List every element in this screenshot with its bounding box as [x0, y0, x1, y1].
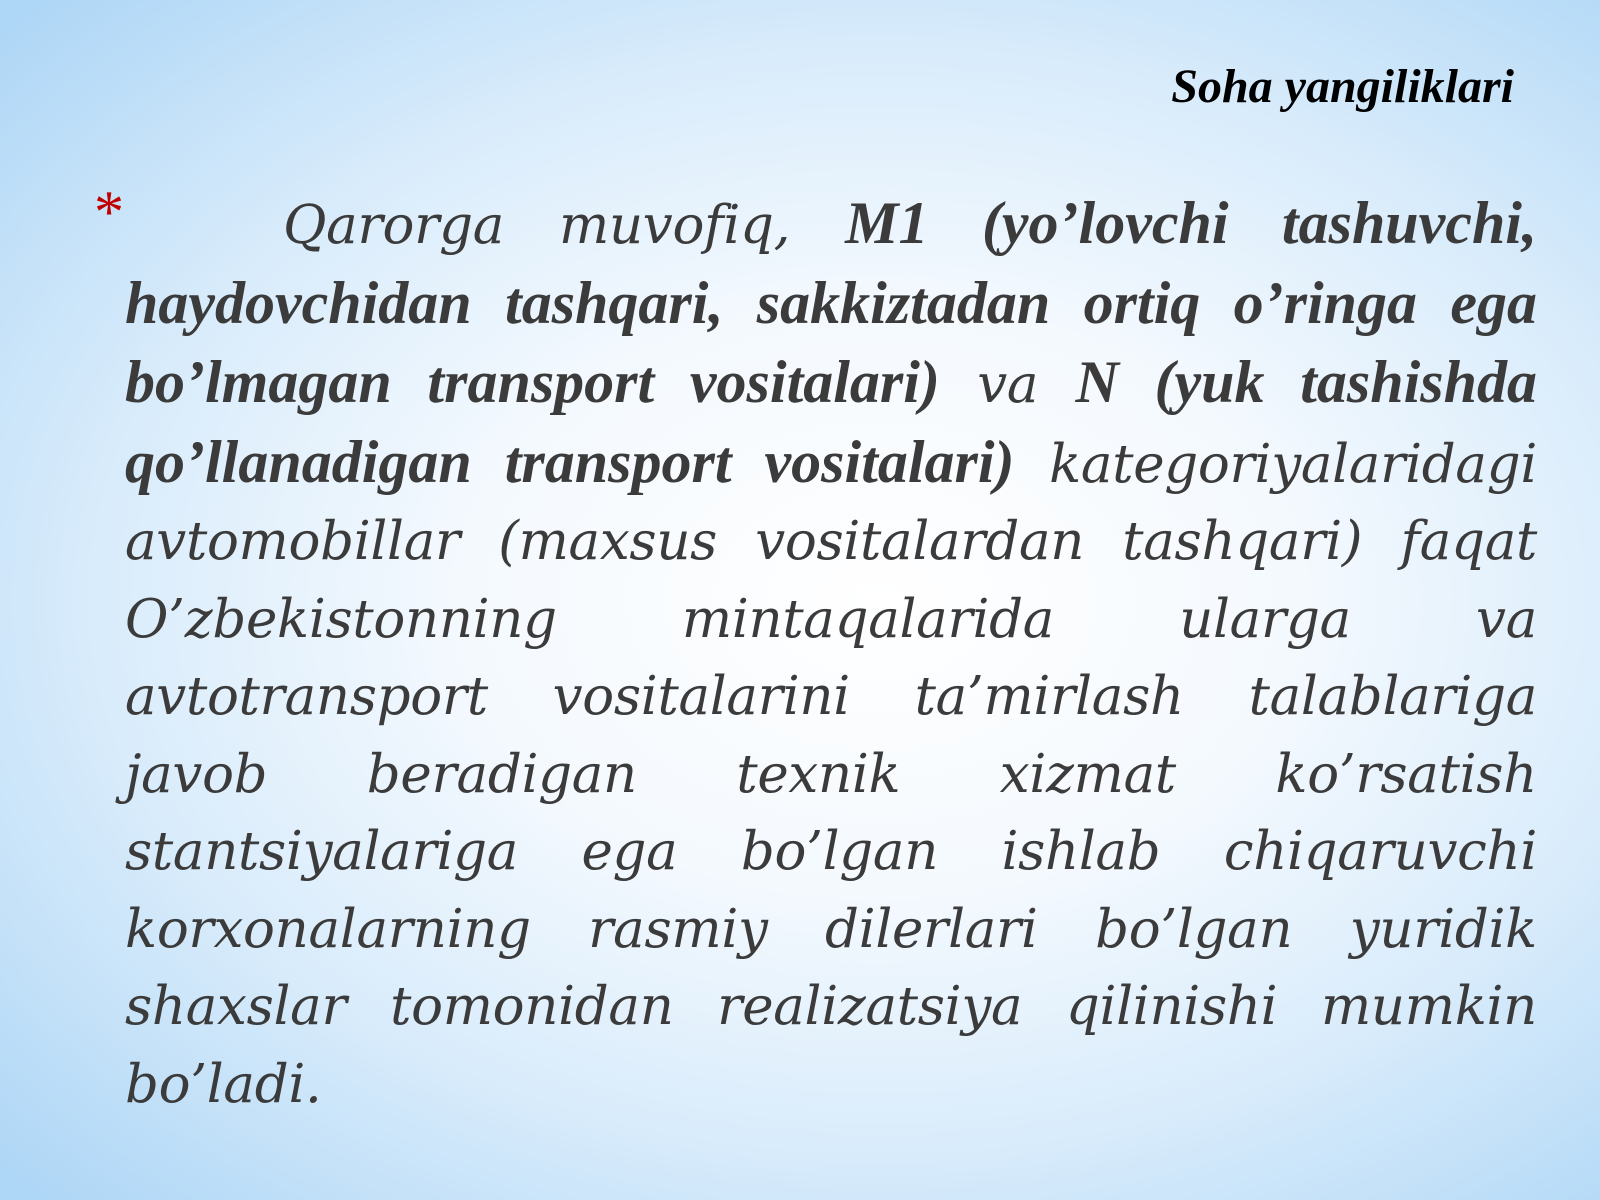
- body-paragraph: [125, 185, 1537, 1123]
- text-run-remainder: kategoriyalaridagi avtomobillar (maxsus vositalardan tashqari) faqat O’zbekistonning mintaqalarida ularga va avtotransport vositalarini ta’mirlash talablariga javob beradigan texnik xizmat ko’rsatish stantsiyalariga ega bo’lgan ishlab chiqaruvchi korxonalarning rasmiy dilerlari bo’lgan yuridik shaxslar tomonidan realizatsiya qilinishi mumkin bo’ladi.: [125, 433, 1537, 1115]
- bullet-asterisk-icon: *: [94, 179, 124, 245]
- text-run-intro: Qarorga muvofiq,: [283, 195, 846, 256]
- text-run-n-category: N (yuk tashishda qo’llanadigan transport vositalari): [125, 349, 1537, 495]
- text-run-m1-category: M1 (yo’lovchi tashuvchi, haydovchidan tashqari, sakkiztadan ortiq o’ringa ega bo’lmagan transport vositalari): [125, 190, 1537, 415]
- text-run-conjunction: va: [939, 354, 1076, 415]
- slide-title: Soha yangiliklari: [1171, 60, 1514, 113]
